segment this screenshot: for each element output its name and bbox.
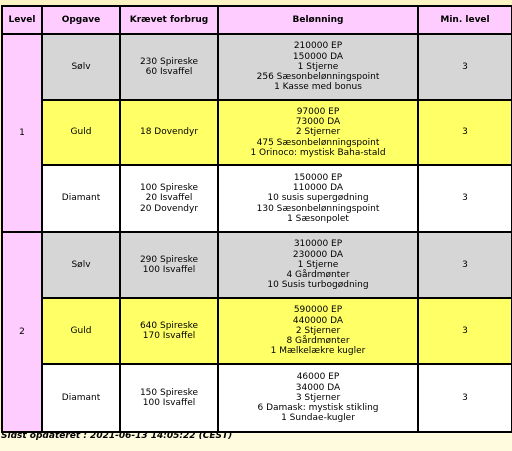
reward-line: 97000 EP [296, 106, 340, 117]
reward-line: 10 Susis turbogødning [267, 280, 369, 291]
task-cell: Sølv [42, 34, 120, 100]
task-cell: Guld [42, 100, 120, 165]
reward-line: 1 Stjerne [297, 259, 339, 270]
required-cell [120, 34, 218, 100]
reward-line: 1 Orinoco: mystisk Baha-stald [250, 147, 386, 158]
required-line: 170 Isvaffel [142, 331, 196, 341]
reward-line: 150000 DA [292, 51, 344, 62]
reward-line: 310000 EP [293, 239, 343, 250]
table-row [2, 165, 512, 232]
min-level-cell: 3 [418, 232, 512, 298]
reward-line: 6 Damask: mystisk stikling [257, 403, 379, 414]
required-line: 100 Isvaffel [142, 265, 196, 275]
reward-cell [218, 364, 418, 432]
required-line: 60 Isvaffel [145, 67, 193, 77]
task-cell: Diamant [42, 165, 120, 232]
table-row [2, 100, 512, 165]
reward-cell [218, 232, 418, 298]
required-cell [120, 298, 218, 364]
reward-line: 2 Stjerner [295, 127, 341, 138]
table-row [2, 298, 512, 364]
header-level: Level [2, 6, 42, 34]
required-line: 100 Isvaffel [142, 398, 196, 408]
reward-line: 1 Sundae-kugler [281, 413, 355, 424]
min-level-cell: 3 [418, 364, 512, 432]
table-header-row [2, 6, 512, 34]
header-min-level: Min. level [418, 6, 512, 34]
reward-line: 4 Gårdmønter [286, 270, 350, 281]
required-cell [120, 100, 218, 165]
reward-cell [218, 298, 418, 364]
required-line: 20 Dovendyr [139, 203, 199, 214]
reward-line: 440000 DA [292, 315, 344, 326]
reward-line: 130 Sæsonbelønningspoint [256, 203, 380, 214]
reward-cell [218, 165, 418, 232]
required-line: 18 Dovendyr [139, 127, 199, 138]
reward-line: 1 Sæsonpolet [287, 213, 349, 224]
table-row [2, 364, 512, 432]
reward-line: 3 Stjerner [295, 392, 341, 403]
task-cell: Diamant [42, 364, 120, 432]
header-task: Opgave [42, 6, 120, 34]
header-reward: Belønning [218, 6, 418, 34]
min-level-cell: 3 [418, 100, 512, 165]
table-row [2, 232, 512, 298]
required-cell [120, 364, 218, 432]
tasks-table [1, 5, 512, 433]
reward-cell [218, 34, 418, 100]
reward-line: 110000 DA [292, 183, 344, 194]
min-level-cell: 3 [418, 34, 512, 100]
table-body [2, 34, 512, 432]
reward-line: 210000 EP [293, 41, 343, 52]
level-cell: 1 [2, 34, 42, 232]
reward-line: 34000 DA [295, 382, 341, 393]
reward-cell [218, 100, 418, 165]
required-line: 230 Spireske [139, 56, 199, 67]
header-required: Krævet forbrug [120, 6, 218, 34]
reward-line: 8 Gårdmønter [286, 336, 350, 347]
task-cell: Sølv [42, 232, 120, 298]
required-line: 150 Spireske [139, 387, 199, 398]
reward-line: 2 Stjerner [295, 325, 341, 336]
reward-line: 150000 EP [293, 172, 343, 183]
required-line: 20 Isvaffel [145, 193, 193, 204]
reward-line: 590000 EP [293, 305, 343, 316]
reward-line: 10 susis supergødning [267, 193, 369, 204]
reward-line: 230000 DA [292, 249, 344, 260]
required-line: 640 Spireske [139, 320, 199, 331]
level-cell: 2 [2, 232, 42, 432]
required-line: 100 Spireske [139, 183, 199, 194]
reward-line: 1 Stjerne [297, 61, 339, 72]
last-updated-text: Sidst opdateret : 2021-06-13 14:05:22 (CEST) [1, 431, 233, 441]
reward-line: 1 Mælkelækre kugler [270, 346, 366, 357]
table-row [2, 34, 512, 100]
min-level-cell: 3 [418, 165, 512, 232]
reward-line: 73000 DA [295, 117, 341, 128]
reward-line: 46000 EP [296, 372, 340, 383]
task-cell: Guld [42, 298, 120, 364]
reward-line: 475 Sæsonbelønningspoint [256, 137, 380, 148]
required-cell [120, 165, 218, 232]
required-line: 290 Spireske [139, 254, 199, 265]
reward-line: 256 Sæsonbelønningspoint [256, 72, 380, 83]
min-level-cell: 3 [418, 298, 512, 364]
required-cell [120, 232, 218, 298]
reward-line: 1 Kasse med bonus [274, 82, 362, 93]
